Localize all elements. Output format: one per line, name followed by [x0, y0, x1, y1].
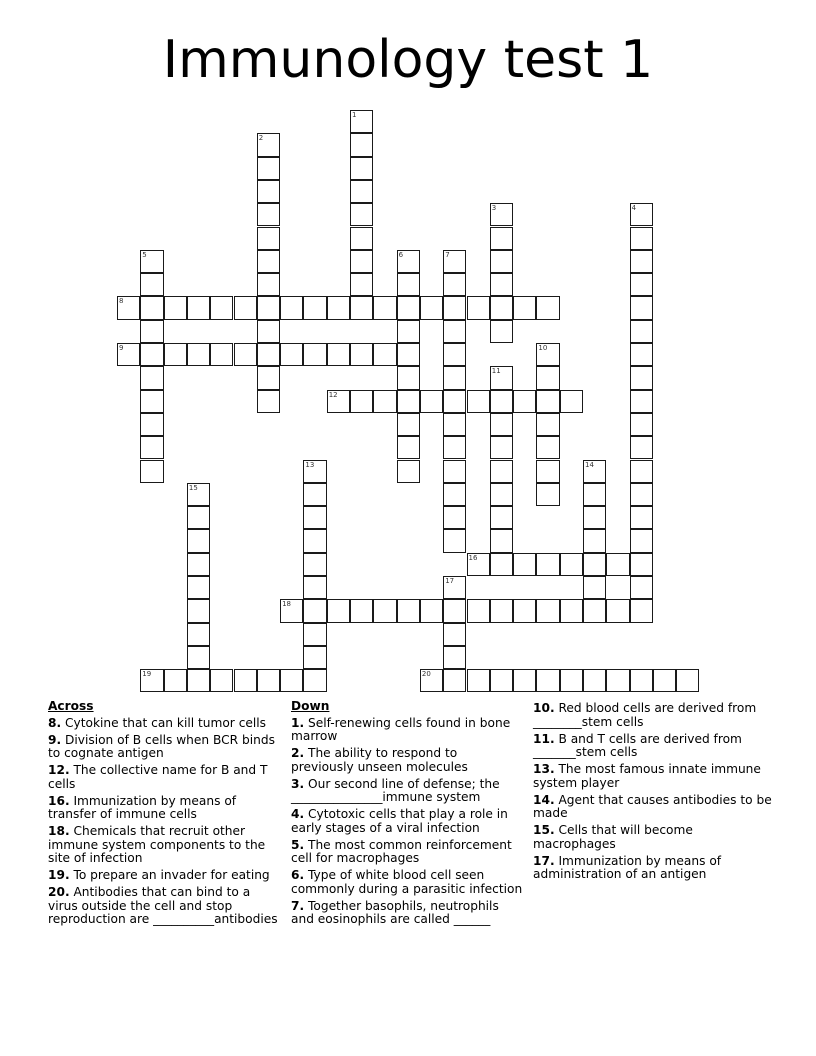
grid-cell[interactable]	[536, 296, 559, 319]
grid-cell[interactable]	[303, 483, 326, 506]
grid-cell[interactable]	[443, 623, 466, 646]
clue-number: 7	[445, 250, 450, 259]
grid-cell[interactable]	[443, 576, 466, 599]
grid-cell[interactable]	[513, 390, 536, 413]
clue-number: 14	[585, 460, 594, 469]
clue-number: 14.	[533, 792, 555, 807]
grid-cell[interactable]	[397, 296, 420, 319]
grid-cell[interactable]	[397, 599, 420, 622]
clue-number: 12	[328, 390, 338, 399]
grid-cell[interactable]	[443, 390, 466, 413]
clue-number: 17	[445, 577, 455, 585]
clue-number: 18.	[48, 824, 70, 838]
clue-number: 16	[468, 553, 478, 562]
grid-cell[interactable]	[490, 203, 513, 226]
grid-cell[interactable]	[467, 390, 490, 413]
grid-cell[interactable]	[536, 669, 559, 692]
grid-cell[interactable]	[630, 669, 653, 692]
grid-cell[interactable]	[397, 413, 420, 436]
clue-number: 13	[305, 460, 315, 469]
clue-text: Self-renewing cells found in bone marrow	[291, 715, 511, 743]
grid-cell[interactable]	[210, 669, 233, 692]
grid-cell[interactable]	[234, 669, 257, 692]
grid-cell[interactable]	[443, 413, 466, 436]
grid-cell[interactable]	[303, 529, 326, 552]
clue-number: 6.	[291, 868, 305, 882]
grid-cell[interactable]	[257, 366, 280, 389]
grid-cell[interactable]	[187, 669, 210, 692]
clue-number: 20.	[48, 885, 70, 899]
grid-cell[interactable]	[420, 390, 443, 413]
grid-cell[interactable]	[327, 296, 350, 319]
grid-cell[interactable]	[140, 273, 163, 296]
clue-number: 4.	[291, 807, 305, 821]
grid-cell[interactable]	[490, 273, 513, 296]
grid-cell[interactable]	[583, 460, 606, 483]
grid-cell[interactable]	[187, 623, 210, 646]
grid-cell[interactable]	[257, 390, 280, 413]
clue-number: 7.	[291, 898, 305, 913]
grid-cell[interactable]	[443, 483, 466, 506]
grid-cell[interactable]	[280, 669, 303, 692]
grid-cell[interactable]	[350, 296, 373, 319]
grid-cell[interactable]	[583, 506, 606, 529]
grid-cell[interactable]	[443, 273, 466, 296]
grid-cell[interactable]	[490, 390, 513, 413]
clue-text: Cytotoxic cells that play a role in early stages of a viral infection	[291, 807, 508, 835]
grid-cell[interactable]	[443, 646, 466, 669]
clue-text: Chemicals that recruit other immune system components to the site of infection	[48, 824, 266, 865]
clue-item	[533, 733, 773, 760]
grid-cell[interactable]	[676, 669, 699, 692]
clue-item	[48, 717, 280, 731]
across-clues	[48, 700, 280, 930]
grid-cell[interactable]	[350, 203, 373, 226]
grid-cell[interactable]	[257, 157, 280, 180]
grid-cell[interactable]	[513, 599, 536, 622]
grid-cell[interactable]	[606, 553, 629, 576]
clue-item	[533, 702, 773, 729]
grid-cell[interactable]	[164, 669, 187, 692]
grid-cell[interactable]	[630, 553, 653, 576]
grid-cell[interactable]	[397, 436, 420, 459]
grid-cell[interactable]	[443, 529, 466, 552]
clue-number: 15.	[533, 823, 555, 837]
grid-cell[interactable]	[257, 227, 280, 250]
grid-cell[interactable]	[373, 296, 396, 319]
grid-cell[interactable]	[443, 460, 466, 483]
grid-cell[interactable]	[536, 366, 559, 389]
grid-cell[interactable]	[210, 296, 233, 319]
grid-cell[interactable]	[397, 366, 420, 389]
grid-cell[interactable]	[117, 343, 140, 366]
grid-cell[interactable]	[327, 390, 350, 413]
clue-text: To prepare an invader for eating	[69, 868, 270, 882]
clue-item	[291, 808, 523, 835]
grid-cell[interactable]	[536, 390, 559, 413]
clue-item	[48, 734, 280, 761]
clue-number: 13.	[533, 762, 555, 776]
grid-cell[interactable]	[583, 669, 606, 692]
grid-cell[interactable]	[397, 250, 420, 273]
grid-cell[interactable]	[490, 460, 513, 483]
grid-cell[interactable]	[373, 599, 396, 622]
grid-cell[interactable]	[490, 553, 513, 576]
grid-cell[interactable]	[187, 599, 210, 622]
grid-cell[interactable]	[630, 203, 653, 226]
clue-number: 17.	[533, 853, 555, 868]
grid-cell[interactable]	[630, 413, 653, 436]
grid-cell[interactable]	[187, 506, 210, 529]
grid-cell[interactable]	[187, 296, 210, 319]
grid-cell[interactable]	[140, 436, 163, 459]
grid-cell[interactable]	[443, 599, 466, 622]
grid-cell[interactable]	[583, 483, 606, 506]
grid-cell[interactable]	[350, 110, 373, 133]
clue-number: 3.	[291, 776, 305, 791]
grid-cell[interactable]	[490, 320, 513, 343]
grid-cell[interactable]	[350, 180, 373, 203]
grid-cell[interactable]	[187, 483, 210, 506]
grid-cell[interactable]	[397, 273, 420, 296]
grid-cell[interactable]	[350, 273, 373, 296]
grid-cell[interactable]	[140, 296, 163, 319]
grid-cell[interactable]	[467, 599, 490, 622]
grid-cell[interactable]	[630, 506, 653, 529]
grid-cell[interactable]	[443, 343, 466, 366]
grid-cell[interactable]	[536, 599, 559, 622]
clue-text: Type of white blood cell seen commonly during a parasitic infection	[291, 868, 523, 896]
grid-cell[interactable]	[490, 483, 513, 506]
grid-cell[interactable]	[420, 599, 443, 622]
clue-number: 18	[282, 600, 292, 609]
grid-cell[interactable]	[350, 133, 373, 156]
clue-number: 16.	[48, 793, 70, 808]
down-clues-continued	[533, 702, 773, 885]
grid-cell[interactable]	[350, 343, 373, 366]
clue-item	[533, 824, 773, 851]
clue-text: Division of B cells when BCR binds to cognate antigen	[48, 732, 275, 760]
grid-cell[interactable]	[443, 669, 466, 692]
grid-cell[interactable]	[490, 599, 513, 622]
grid-cell[interactable]	[490, 413, 513, 436]
grid-cell[interactable]	[443, 436, 466, 459]
grid-cell[interactable]	[257, 180, 280, 203]
grid-cell[interactable]	[234, 343, 257, 366]
clue-number: 20	[421, 670, 431, 679]
grid-cell[interactable]	[490, 669, 513, 692]
grid-cell[interactable]	[560, 669, 583, 692]
grid-cell[interactable]	[490, 366, 513, 389]
grid-cell[interactable]	[490, 296, 513, 319]
grid-cell[interactable]	[583, 599, 606, 622]
grid-cell[interactable]	[443, 320, 466, 343]
down-clues	[291, 700, 523, 930]
grid-cell[interactable]	[164, 343, 187, 366]
clue-item	[533, 763, 773, 790]
grid-cell[interactable]	[397, 460, 420, 483]
clue-number: 19.	[48, 868, 70, 882]
clue-text: Our second line of defense; the _______________immune system	[291, 776, 500, 804]
grid-cell[interactable]	[187, 553, 210, 576]
grid-cell[interactable]	[117, 296, 140, 319]
grid-cell[interactable]	[583, 553, 606, 576]
grid-cell[interactable]	[630, 460, 653, 483]
clue-text: The most famous innate immune system player	[533, 762, 761, 790]
grid-cell[interactable]	[443, 250, 466, 273]
clue-item	[48, 795, 280, 822]
clue-text: B and T cells are derived from _______stem cells	[533, 731, 742, 759]
page-title: Immunology test 1	[162, 30, 654, 90]
grid-cell[interactable]	[140, 669, 163, 692]
grid-cell[interactable]	[257, 320, 280, 343]
clue-number: 11	[491, 367, 501, 376]
grid-cell[interactable]	[630, 483, 653, 506]
clue-text: The ability to respond to previously unseen molecules	[291, 746, 468, 774]
grid-cell[interactable]	[443, 296, 466, 319]
grid-cell[interactable]	[490, 506, 513, 529]
grid-cell[interactable]	[420, 296, 443, 319]
grid-cell[interactable]	[257, 343, 280, 366]
grid-cell[interactable]	[350, 599, 373, 622]
grid-cell[interactable]	[536, 460, 559, 483]
grid-cell[interactable]	[303, 646, 326, 669]
grid-cell[interactable]	[303, 296, 326, 319]
grid-cell[interactable]	[350, 390, 373, 413]
grid-cell[interactable]	[630, 250, 653, 273]
clue-text: Immunization by means of transfer of immune cells	[48, 793, 237, 821]
clue-number: 3	[491, 204, 497, 213]
grid-cell[interactable]	[630, 320, 653, 343]
grid-cell[interactable]	[210, 343, 233, 366]
grid-cell[interactable]	[536, 483, 559, 506]
grid-cell[interactable]	[560, 390, 583, 413]
grid-cell[interactable]	[630, 576, 653, 599]
clue-text: Immunization by means of administration of an antigen	[533, 853, 722, 881]
clue-number: 19	[142, 670, 152, 679]
grid-cell[interactable]	[303, 623, 326, 646]
grid-cell[interactable]	[140, 366, 163, 389]
clue-number: 1.	[291, 715, 305, 730]
clue-text: Agent that causes antibodies to be made	[533, 792, 772, 820]
grid-cell[interactable]	[140, 343, 163, 366]
grid-cell[interactable]	[280, 599, 303, 622]
clue-text: The most common reinforcement cell for macrophages	[291, 837, 512, 865]
grid-cell[interactable]	[327, 343, 350, 366]
clue-number: 8	[119, 297, 124, 306]
clue-item	[291, 747, 523, 774]
grid-cell[interactable]	[303, 460, 326, 483]
grid-cell[interactable]	[630, 529, 653, 552]
clue-number: 10.	[533, 701, 555, 715]
across-clue-list	[48, 717, 280, 927]
clue-item	[291, 839, 523, 866]
grid-cell[interactable]	[373, 390, 396, 413]
clue-number: 5.	[291, 837, 305, 852]
grid-cell[interactable]	[443, 506, 466, 529]
grid-cell[interactable]	[583, 576, 606, 599]
grid-cell[interactable]	[140, 250, 163, 273]
clue-number: 15	[188, 483, 198, 492]
grid-cell[interactable]	[630, 436, 653, 459]
grid-cell[interactable]	[303, 553, 326, 576]
grid-cell[interactable]	[536, 343, 559, 366]
grid-cell[interactable]	[467, 296, 490, 319]
grid-cell[interactable]	[397, 390, 420, 413]
grid-cell[interactable]	[327, 599, 350, 622]
grid-cell[interactable]	[630, 366, 653, 389]
grid-cell[interactable]	[490, 250, 513, 273]
grid-cell[interactable]	[257, 669, 280, 692]
grid-cell[interactable]	[420, 669, 443, 692]
grid-cell[interactable]	[257, 133, 280, 156]
clue-number: 9.	[48, 732, 62, 747]
grid-cell[interactable]	[187, 576, 210, 599]
grid-cell[interactable]	[140, 390, 163, 413]
down-clue-list	[291, 717, 523, 927]
grid-cell[interactable]	[536, 553, 559, 576]
clue-number: 8.	[48, 715, 62, 730]
clue-text: The collective name for B and T cells	[48, 763, 268, 791]
grid-cell[interactable]	[560, 553, 583, 576]
clue-number: 5	[142, 250, 147, 259]
clue-item	[48, 886, 280, 927]
down-heading: Down	[291, 699, 330, 713]
grid-cell[interactable]	[303, 576, 326, 599]
grid-cell[interactable]	[280, 296, 303, 319]
across-heading: Across	[48, 699, 94, 713]
clue-number: 11.	[533, 731, 555, 746]
grid-cell[interactable]	[280, 343, 303, 366]
grid-cell[interactable]	[257, 250, 280, 273]
grid-cell[interactable]	[187, 646, 210, 669]
grid-cell[interactable]	[513, 553, 536, 576]
clue-number: 2.	[291, 746, 305, 760]
grid-cell[interactable]	[630, 390, 653, 413]
grid-cell[interactable]	[257, 203, 280, 226]
down-clue-list-continued	[533, 702, 773, 882]
grid-cell[interactable]	[653, 669, 676, 692]
clue-text: Together basophils, neutrophils and eosinophils are called ______	[291, 898, 499, 926]
clue-number: 6	[398, 250, 404, 259]
clue-number: 12.	[48, 763, 70, 777]
grid-cell[interactable]	[560, 599, 583, 622]
grid-cell[interactable]	[630, 227, 653, 250]
grid-cell[interactable]	[536, 413, 559, 436]
grid-cell[interactable]	[513, 296, 536, 319]
clue-number: 2	[258, 134, 264, 143]
grid-cell[interactable]	[303, 669, 326, 692]
clue-text: Cells that will become macrophages	[533, 823, 693, 851]
clue-item	[48, 764, 280, 791]
clue-item	[48, 869, 280, 883]
grid-cell[interactable]	[397, 320, 420, 343]
clue-item	[291, 900, 523, 927]
clue-item	[533, 855, 773, 882]
grid-cell[interactable]	[350, 157, 373, 180]
clue-item	[291, 869, 523, 896]
clue-text: Cytokine that can kill tumor cells	[61, 715, 267, 730]
grid-cell[interactable]	[443, 366, 466, 389]
grid-cell[interactable]	[350, 250, 373, 273]
grid-cell[interactable]	[630, 599, 653, 622]
grid-cell[interactable]	[303, 506, 326, 529]
grid-cell[interactable]	[397, 343, 420, 366]
grid-cell[interactable]	[234, 296, 257, 319]
clue-item	[291, 778, 523, 805]
clue-item	[533, 794, 773, 821]
grid-cell[interactable]	[187, 343, 210, 366]
grid-cell[interactable]	[630, 273, 653, 296]
grid-cell[interactable]	[467, 553, 490, 576]
clue-number: 9	[119, 344, 124, 352]
grid-cell[interactable]	[164, 296, 187, 319]
clue-number: 1	[352, 111, 357, 119]
clue-number: 10	[538, 344, 548, 352]
clue-text: Antibodies that can bind to a virus outside the cell and stop reproduction are __________antibodies	[48, 885, 278, 926]
grid-cell[interactable]	[513, 669, 536, 692]
grid-cell[interactable]	[140, 413, 163, 436]
grid-cell[interactable]	[257, 273, 280, 296]
clue-item	[48, 825, 280, 866]
grid-cell[interactable]	[257, 296, 280, 319]
clue-item	[291, 717, 523, 744]
grid-cell[interactable]	[606, 669, 629, 692]
clue-text: Red blood cells are derived from ________stem cells	[533, 701, 757, 729]
grid-cell[interactable]	[583, 529, 606, 552]
clue-number: 4	[631, 204, 637, 213]
grid-cell[interactable]	[140, 460, 163, 483]
grid-cell[interactable]	[467, 669, 490, 692]
grid-cell[interactable]	[303, 343, 326, 366]
grid-cell[interactable]	[373, 343, 396, 366]
grid-cell[interactable]	[140, 320, 163, 343]
grid-cell[interactable]	[536, 436, 559, 459]
grid-cell[interactable]	[606, 599, 629, 622]
grid-cell[interactable]	[630, 296, 653, 319]
grid-cell[interactable]	[490, 436, 513, 459]
grid-cell[interactable]	[303, 599, 326, 622]
grid-cell[interactable]	[630, 343, 653, 366]
grid-cell[interactable]	[187, 529, 210, 552]
grid-cell[interactable]	[350, 227, 373, 250]
grid-cell[interactable]	[490, 227, 513, 250]
grid-cell[interactable]	[490, 529, 513, 552]
